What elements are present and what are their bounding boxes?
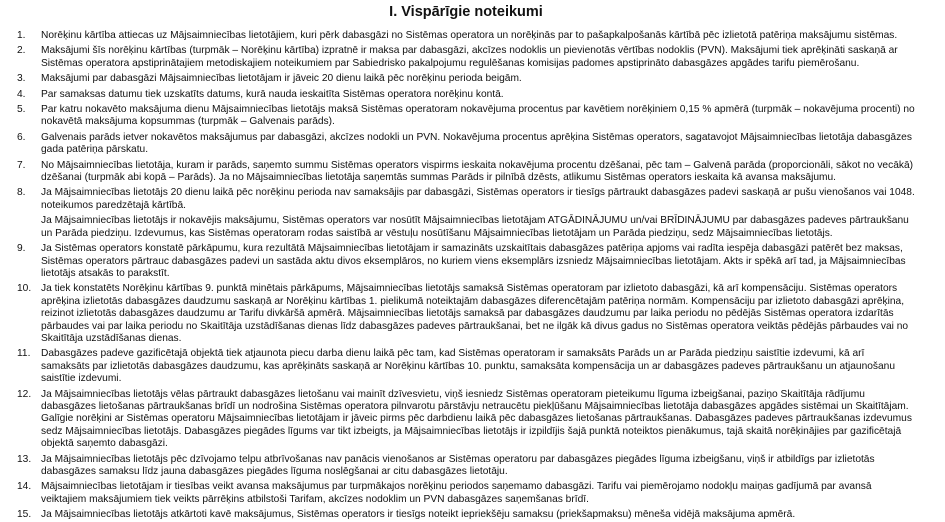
clause-paragraph: Par katru nokavēto maksājuma dienu Mājsaimniecības lietotājs maksā Sistēmas operatoram nokavējuma procentus par kavētiem norēķiniem 0,15 % apmērā (turpmāk – nokavējuma procenti) no nokavētā maksājuma kopsummas (turpmāk – Galvenais parāds). [41, 104, 915, 128]
clause-number: 11. [17, 348, 31, 360]
clause-number: 8. [17, 187, 26, 199]
clause-body [41, 89, 915, 101]
clause-body [41, 283, 915, 345]
clause-item [17, 89, 915, 101]
clause-paragraph: Par samaksas datumu tiek uzskatīts datums, kurā nauda ieskaitīta Sistēmas operatora norēķinu kontā. [41, 88, 504, 100]
clause-item [17, 187, 915, 240]
clause-number: 9. [17, 243, 26, 255]
clause-body [41, 481, 915, 506]
clause-body [41, 132, 915, 157]
clause-item [17, 73, 915, 85]
clause-item [17, 509, 915, 521]
clause-paragraph: No Mājsaimniecības lietotāja, kuram ir parāds, saņemto summu Sistēmas operators vispirms ieskaita nokavējuma procentu dzēšanai, pēc tam – Galvenā parāda (proporcionāli, sākot no vecākā) dzēšanai (turpmāk abi kopā – Parāds). Ja no Mājsaimniecības lietotāja saņemtās summas Parāds ir pilnībā dzēsts, atlikumu Sistēmas operators ieskaita kā avansa maksājumu. [41, 159, 914, 184]
clause-body [41, 454, 915, 479]
clause-paragraph: Ja Mājsaimniecības lietotājs pēc dzīvojamo telpu atbrīvošanas nav panācis vienošanos ar Sistēmas operatoru par dabasgāzes piegādes līguma izbeigšanu, viņš ir atbildīgs par izlietotās dabasgāzes samaksu līdz jauna dabasgāzes piegādes līguma noslēgšanai ar citu dabasgāzes lietotāju. [41, 453, 875, 477]
clause-paragraph: Norēķinu kārtība attiecas uz Mājsaimniecības lietotājiem, kuri pērk dabasgāzi no Sistēmas operatora un norēķinās par to pašapkalpošanās kārtībā pēc izlietotā patēriņa maksājumu sistēmas. [41, 30, 898, 41]
clause-body [41, 509, 915, 521]
clause-number: 14. [17, 481, 32, 493]
clause-paragraph: Ja Mājsaimniecības lietotājs vēlas pārtraukt dabasgāzes lietošanu vai mainīt dzīvesvietu, viņš iesniedz Sistēmas operatoram pieteikumu līguma izbeigšanai, paziņo Skaitītāja rādījumu dabasgāzes lietošanas pārtraukšanas brīdī un nodrošina Sistēmas operatora pilnvarotu pārstāvju netraucētu piekļūšanu Mājsaimniecības lietotāja dabasgāzes apgādes sistēmai un Skaitītājam. Galīgie norēķini ar Sistēmas operatoru Mājsaimniecības lietotājam ir jāveic pirms pēc darbdienu laikā pēc dabasgāzes lietošanas pārtraukšanas. Dabasgāzes padeves pārtraukšanas izdevumus sedz Mājsaimniecības lietotājs. Dabasgāzes piegādes līgums var tikt izbeigts, ja Mājsaimniecības lietotājs ir izpildījis šajā punktā noteiktos pienākumus, tajā skaitā norēķinājies par gazificētajā objektā saņemto dabasgāzi. [41, 388, 912, 450]
clause-paragraph: Ja tiek konstatēts Norēķinu kārtības 9. punktā minētais pārkāpums, Mājsaimniecības lietotājs samaksā Sistēmas operatoram par izlietoto dabasgāzi, kā arī kompensāciju. Sistēmas operators aprēķina izlietotās dabasgāzes daudzumu saskaņā ar Norēķinu kārtības 1. pielikumā noteiktajām dabasgāzes diferencētajām patēriņa normām. Kompensāciju par izlietoto dabasgāzi aprēķina, reizinot izlietotās dabasgāzes daudzumu ar Tarifu divkāršā apmērā. Mājsaimniecības lietotājs samaksā par dabasgāzes daudzumu par laika periodu no pēdējās Sistēmas operatora izdarītās pārbaudes vai par laika periodu no Skaitītāja uzstādīšanas dienas līdz dabasgāzes padeves pārtraukšanai, bet ne ilgāk kā divus gadus no Sistēmas operatora veiktās pēdējās pārbaudes vai no Skaitītāja uzstādīšanas dienas. [41, 283, 909, 344]
clause-number: 15. [17, 509, 32, 521]
clause-item [17, 389, 915, 451]
clause-body [41, 187, 915, 240]
clause-item [17, 454, 915, 479]
clause-paragraph: Ja Sistēmas operators konstatē pārkāpumu, kura rezultātā Mājsaimniecības lietotājam ir samazināts uzskaitītais dabasgāzes patēriņa apjoms vai radīta iespēja dabasgāzi patērēt bez maksas, Sistēmas operators pārtrauc dabasgāzes padevi un sastāda aktu divos eksemplāros, no kuriem viens eksemplārs izsniedz Mājsaimniecības lietotājam. Akts ir spēkā arī tad, ja Mājsaimniecības lietotājs atsakās to parakstīt. [41, 243, 906, 279]
clause-item [17, 132, 915, 157]
clause-paragraph: Dabasgāzes padeve gazificētajā objektā tiek atjaunota piecu darba dienu laikā pēc tam, kad Sistēmas operatoram ir samaksāts Parāds un ar Parāda piedziņu saistītie izdevumi, kā arī samaksāts par izlietotās dabasgāzes daudzumu, kas aprēķināts saskaņā ar Norēķinu kārtības 10. punktu, samaksāta kompensācija un ar dabasgāzes padeves pārtraukšanu un atjaunošanu saistītie izdevumi. [41, 348, 895, 385]
clause-paragraph: Ja Mājsaimniecības lietotājs 20 dienu laikā pēc norēķinu perioda nav samaksājis par dabasgāzi, Sistēmas operators ir tiesīgs pārtraukt dabasgāzes padevi saskaņā ar pušu vienošanos vai 1048. noteikumos paredzētajā kārtībā. [41, 187, 915, 211]
clause-number: 6. [17, 131, 26, 143]
clause-item [17, 243, 915, 280]
clause-body [41, 160, 915, 185]
clause-body [41, 389, 915, 451]
clause-number: 13. [17, 453, 32, 465]
clause-body [41, 30, 915, 42]
clause-paragraph: Ja Mājsaimniecības lietotājs ir nokavējis maksājumu, Sistēmas operators var nosūtīt Mājsaimniecības lietotājam ATGĀDINĀJUMU un/vai BRĪDINĀJUMU par dabasgāzes padeves pārtraukšanu un Parāda piedziņu. Izdevumus, kas Sistēmas operatoram rodas saistībā ar vēstuļu nosūtīšanu Mājsaimniecības lietotājam un Parāda piedziņu, sedz Mājsaimniecības lietotājs. [41, 215, 909, 239]
clause-body [41, 45, 915, 70]
clause-number: 2. [17, 45, 26, 57]
clause-list [17, 30, 915, 522]
clause-item [17, 104, 915, 129]
clause-paragraph: Maksājumi par dabasgāzi Mājsaimniecības lietotājam ir jāveic 20 dienu laikā pēc norēķinu perioda beigām. [41, 73, 522, 85]
clause-paragraph: Galvenais parāds ietver nokavētos maksājumus par dabasgāzi, akcīzes nodokli un PVN. Nokavējuma procentus aprēķina Sistēmas operators, sagatavojot Mājsaimniecības lietotāja dabasgāzes gada patēriņa pārskatu. [41, 131, 912, 156]
section-title: I. Vispārīgie noteikumi [389, 4, 543, 20]
clause-number: 3. [17, 73, 26, 85]
clause-number: 7. [17, 159, 26, 171]
clause-body [41, 104, 915, 129]
clause-number: 12. [17, 388, 32, 400]
clause-paragraph: Ja Mājsaimniecības lietotājs atkārtoti kavē maksājumus, Sistēmas operators ir tiesīgs noteikt iepriekšēju samaksu (priekšapmaksu) mēneša vidējā maksājuma apmērā. [41, 509, 796, 521]
clause-item [17, 283, 915, 345]
clause-item [17, 348, 915, 385]
clause-number: 1. [17, 30, 26, 41]
clause-number: 4. [17, 88, 26, 100]
clause-body [41, 243, 915, 280]
clause-item [17, 481, 915, 506]
clause-number: 10. [17, 283, 32, 295]
clause-item [17, 160, 915, 185]
clause-paragraph: Maksājumi šīs norēķinu kārtības (turpmāk – Norēķinu kārtība) izpratnē ir maksa par dabasgāzi, akcīzes nodoklis un pievienotās vērtības nodoklis (PVN). Maksājumi tiek aprēķināti saskaņā ar Sistēmas operatora apstiprinātajiem metodiskajiem noteikumiem par Sabiedrisko pakalpojumu regulēšanas komisijas padomes apstiprināto dabasgāzes apgādes tarifu piemērošanu. [41, 45, 898, 69]
clause-body [41, 348, 915, 385]
clause-item [17, 30, 915, 42]
clause-paragraph: Mājsaimniecības lietotājam ir tiesības veikt avansa maksājumus par turpmākajos norēķinu periodos saņemamo dabasgāzi. Tarifu vai piemērojamo nodokļu maiņas gadījumā par avansā veiktajiem maksājumiem tiek veikts pārrēķins atbilstoši Tarifam, akcīzes nodoklim un PVN dabasgāzes saņemšanas brīdī. [41, 481, 872, 505]
clause-item [17, 45, 915, 70]
clause-body [41, 73, 915, 85]
clause-number: 5. [17, 104, 26, 116]
